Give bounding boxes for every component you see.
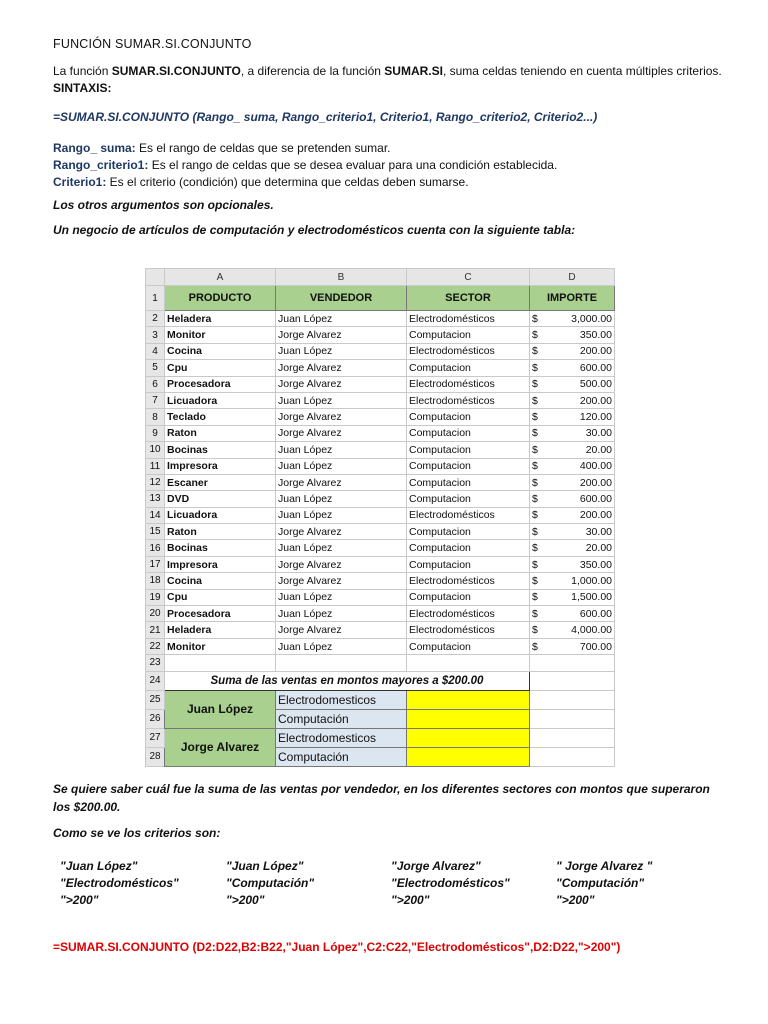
page-title: FUNCIÓN SUMAR.SI.CONJUNTO [53,37,252,51]
amount-cell[interactable]: $ 200.00 [530,392,615,408]
column-letter[interactable]: A [165,269,276,286]
vendor-cell[interactable]: Juan López [276,491,407,507]
table-row [146,589,615,605]
amount-cell[interactable]: $ 600.00 [530,606,615,622]
row-number[interactable]: 20 [146,606,165,622]
row-number[interactable]: 18 [146,573,165,589]
amount-cell[interactable]: $ 600.00 [530,360,615,376]
intro-paragraph [53,63,723,80]
summary-title-row [146,671,615,690]
header-cell[interactable]: SECTOR [407,286,530,311]
table-row [146,360,615,376]
sector-cell[interactable]: Electrodomésticos [407,507,530,523]
table-row [146,311,615,327]
question-block [53,780,723,842]
product-cell[interactable]: Cocina [165,343,276,359]
summary-sector-cell[interactable]: Electrodomesticos [276,728,407,747]
sector-cell[interactable]: Computacion [407,425,530,441]
product-cell[interactable]: Heladera [165,311,276,327]
row-number[interactable]: 7 [146,392,165,408]
sector-cell[interactable]: Computacion [407,458,530,474]
amount-cell[interactable]: $ 20.00 [530,442,615,458]
row-number[interactable]: 16 [146,540,165,556]
criteria-group: " Jorge Alvarez " "Computación" ">200" [556,859,653,907]
definition-line: Rango_criterio1: Es el rango de celdas que se desea evaluar para una condición establecida. [53,158,558,172]
product-cell[interactable]: Escaner [165,474,276,490]
row-number[interactable]: 19 [146,589,165,605]
vendor-cell[interactable]: Juan López [276,507,407,523]
row-number[interactable]: 28 [146,747,165,766]
amount-cell[interactable]: $ 700.00 [530,638,615,654]
row-number[interactable]: 17 [146,556,165,572]
row-number[interactable]: 14 [146,507,165,523]
result-cell[interactable] [407,690,530,709]
sector-cell[interactable]: Electrodomésticos [407,392,530,408]
amount-cell[interactable]: $ 30.00 [530,524,615,540]
vendor-cell[interactable]: Juan López [276,589,407,605]
product-cell[interactable]: Raton [165,524,276,540]
amount-cell[interactable]: $ 500.00 [530,376,615,392]
vendor-cell[interactable]: Jorge Alvarez [276,425,407,441]
result-cell[interactable] [407,747,530,766]
vendor-cell[interactable]: Jorge Alvarez [276,524,407,540]
vendor-cell[interactable]: Jorge Alvarez [276,573,407,589]
product-cell[interactable]: Teclado [165,409,276,425]
amount-cell[interactable]: $ 200.00 [530,343,615,359]
document-body [53,36,723,239]
table-row [146,606,615,622]
vendor-cell[interactable]: Juan López [276,540,407,556]
definition-line: Criterio1: Es el criterio (condición) que determina que celdas deben sumarse. [53,175,469,189]
sector-cell[interactable]: Computacion [407,540,530,556]
row-number[interactable]: 6 [146,376,165,392]
sector-cell[interactable]: Computacion [407,474,530,490]
sector-cell[interactable]: Electrodomésticos [407,343,530,359]
product-cell[interactable]: Impresora [165,556,276,572]
corner-cell[interactable] [146,269,165,286]
product-cell[interactable]: Monitor [165,327,276,343]
column-header-row [146,269,615,286]
vendor-cell[interactable]: Jorge Alvarez [276,556,407,572]
amount-cell[interactable]: $ 350.00 [530,556,615,572]
row-number[interactable]: 25 [146,690,165,709]
amount-cell[interactable]: $ 20.00 [530,540,615,556]
intro-bold-1: SUMAR.SI.CONJUNTO [111,64,241,78]
definition-line: Rango_ suma: Es el rango de celdas que se pretenden sumar. [53,141,391,155]
summary-sector-cell[interactable]: Computación [276,747,407,766]
header-cell[interactable]: IMPORTE [530,286,615,311]
row-number[interactable]: 12 [146,474,165,490]
summary-row [146,728,615,747]
sector-cell[interactable]: Computacion [407,491,530,507]
table-row [146,442,615,458]
table-row [146,507,615,523]
intro-text-1: La función [53,64,112,78]
criteria-group: "Jorge Alvarez" "Electrodomésticos" ">200" [391,859,510,907]
table-row [146,343,615,359]
table-row [146,655,615,671]
vendor-cell[interactable]: Jorge Alvarez [276,376,407,392]
sector-cell[interactable]: Computacion [407,442,530,458]
vendor-cell[interactable]: Jorge Alvarez [276,327,407,343]
column-letter[interactable]: D [530,269,615,286]
amount-cell[interactable]: $ 600.00 [530,491,615,507]
syntax-label: SINTAXIS: [53,81,112,95]
product-cell[interactable]: Licuadora [165,507,276,523]
table-row [146,622,615,638]
column-letter[interactable]: C [407,269,530,286]
header-cell[interactable]: VENDEDOR [276,286,407,311]
amount-cell[interactable]: $ 1,000.00 [530,573,615,589]
product-cell[interactable]: Procesadora [165,376,276,392]
amount-cell[interactable]: $ 350.00 [530,327,615,343]
intro-text-3: , suma celdas teniendo en cuenta múltiples criterios. [442,64,722,78]
amount-cell[interactable]: $ 200.00 [530,474,615,490]
row-number[interactable]: 1 [146,286,165,311]
amount-cell[interactable]: $ 1,500.00 [530,589,615,605]
sector-cell[interactable]: Electrodomésticos [407,622,530,638]
column-letter[interactable]: B [276,269,407,286]
sector-cell[interactable]: Computacion [407,360,530,376]
vendor-cell[interactable]: Jorge Alvarez [276,622,407,638]
vendor-cell[interactable]: Juan López [276,311,407,327]
row-number[interactable]: 9 [146,425,165,441]
row-number[interactable]: 15 [146,524,165,540]
sector-cell[interactable]: Electrodomésticos [407,573,530,589]
sector-cell[interactable]: Computacion [407,638,530,654]
product-cell[interactable]: Licuadora [165,392,276,408]
intro-bold-2: SUMAR.SI [384,64,443,78]
result-cell[interactable] [407,709,530,728]
criteria-group: "Juan López" "Electrodomésticos" ">200" [60,859,179,907]
intro-text-2: , a diferencia de la función [240,64,385,78]
table-row [146,638,615,654]
row-number[interactable]: 4 [146,343,165,359]
row-number[interactable]: 26 [146,709,165,728]
row-number[interactable]: 8 [146,409,165,425]
table-row [146,392,615,408]
result-cell[interactable] [407,728,530,747]
sector-cell[interactable]: Electrodomésticos [407,311,530,327]
sector-cell[interactable]: Electrodomésticos [407,606,530,622]
amount-cell[interactable]: $ 3,000.00 [530,311,615,327]
example-formula: =SUMAR.SI.CONJUNTO (D2:D22,B2:B22,"Juan López",C2:C22,"Electrodomésticos",D2:D22,">200") [53,940,621,954]
row-number[interactable]: 27 [146,728,165,747]
vendor-cell[interactable]: Juan López [276,442,407,458]
spreadsheet-table [145,268,615,767]
table-row [146,524,615,540]
row-number[interactable]: 5 [146,360,165,376]
table-row [146,425,615,441]
product-cell[interactable]: Cocina [165,573,276,589]
vendor-name-cell[interactable]: Juan López [165,690,276,728]
vendor-cell[interactable]: Jorge Alvarez [276,474,407,490]
table-row [146,474,615,490]
product-cell[interactable]: Raton [165,425,276,441]
amount-cell[interactable]: $ 30.00 [530,425,615,441]
row-number[interactable]: 2 [146,311,165,327]
table-header-row [146,286,615,311]
table-row [146,327,615,343]
product-cell[interactable]: Monitor [165,638,276,654]
syntax-formula: =SUMAR.SI.CONJUNTO (Rango_ suma, Rango_criterio1, Criterio1, Rango_criterio2, Criterio2...) [53,110,598,124]
product-cell[interactable]: Impresora [165,458,276,474]
table-row [146,458,615,474]
table-row [146,540,615,556]
row-number[interactable]: 24 [146,671,165,690]
vendor-cell[interactable]: Juan López [276,392,407,408]
sector-cell[interactable]: Computacion [407,524,530,540]
row-number[interactable]: 21 [146,622,165,638]
table-row [146,376,615,392]
summary-title[interactable]: Suma de las ventas en montos mayores a $200.00 [165,671,530,690]
criteria-intro: Como se ve los criterios son: [53,826,221,840]
row-number[interactable]: 13 [146,491,165,507]
optional-note: Los otros argumentos son opcionales. [53,198,274,212]
sector-cell[interactable]: Computacion [407,327,530,343]
row-number[interactable]: 10 [146,442,165,458]
sector-cell[interactable]: Computacion [407,556,530,572]
row-number[interactable]: 11 [146,458,165,474]
amount-cell[interactable]: $ 400.00 [530,458,615,474]
sector-cell[interactable]: Computacion [407,589,530,605]
vendor-cell[interactable]: Juan López [276,606,407,622]
row-number[interactable]: 22 [146,638,165,654]
product-cell[interactable]: Heladera [165,622,276,638]
vendor-cell[interactable]: Jorge Alvarez [276,360,407,376]
product-cell[interactable]: Bocinas [165,540,276,556]
table-row [146,409,615,425]
amount-cell[interactable]: $ 120.00 [530,409,615,425]
row-number[interactable]: 23 [146,655,165,671]
criteria-group: "Juan López" "Computación" ">200" [226,859,315,907]
vendor-cell[interactable]: Juan López [276,458,407,474]
row-number[interactable]: 3 [146,327,165,343]
amount-cell[interactable]: $ 4,000.00 [530,622,615,638]
table-row [146,491,615,507]
header-cell[interactable]: PRODUCTO [165,286,276,311]
business-intro: Un negocio de artículos de computación y electrodomésticos cuenta con la siguiente tabla: [53,223,576,237]
vendor-cell[interactable]: Juan López [276,638,407,654]
product-cell[interactable]: Cpu [165,360,276,376]
product-cell[interactable]: Procesadora [165,606,276,622]
question-text: Se quiere saber cuál fue la suma de las ventas por vendedor, en los diferentes sectores con montos que superaron los $200.00. [53,782,710,814]
summary-sector-cell[interactable]: Computación [276,709,407,728]
product-cell[interactable]: Cpu [165,589,276,605]
sector-cell[interactable]: Electrodomésticos [407,376,530,392]
vendor-cell[interactable]: Juan López [276,343,407,359]
table-row [146,556,615,572]
summary-row [146,690,615,709]
sector-cell[interactable]: Computacion [407,409,530,425]
summary-sector-cell[interactable]: Electrodomesticos [276,690,407,709]
product-cell[interactable]: DVD [165,491,276,507]
vendor-name-cell[interactable]: Jorge Alvarez [165,728,276,766]
amount-cell[interactable]: $ 200.00 [530,507,615,523]
table-row [146,573,615,589]
product-cell[interactable]: Bocinas [165,442,276,458]
vendor-cell[interactable]: Jorge Alvarez [276,409,407,425]
